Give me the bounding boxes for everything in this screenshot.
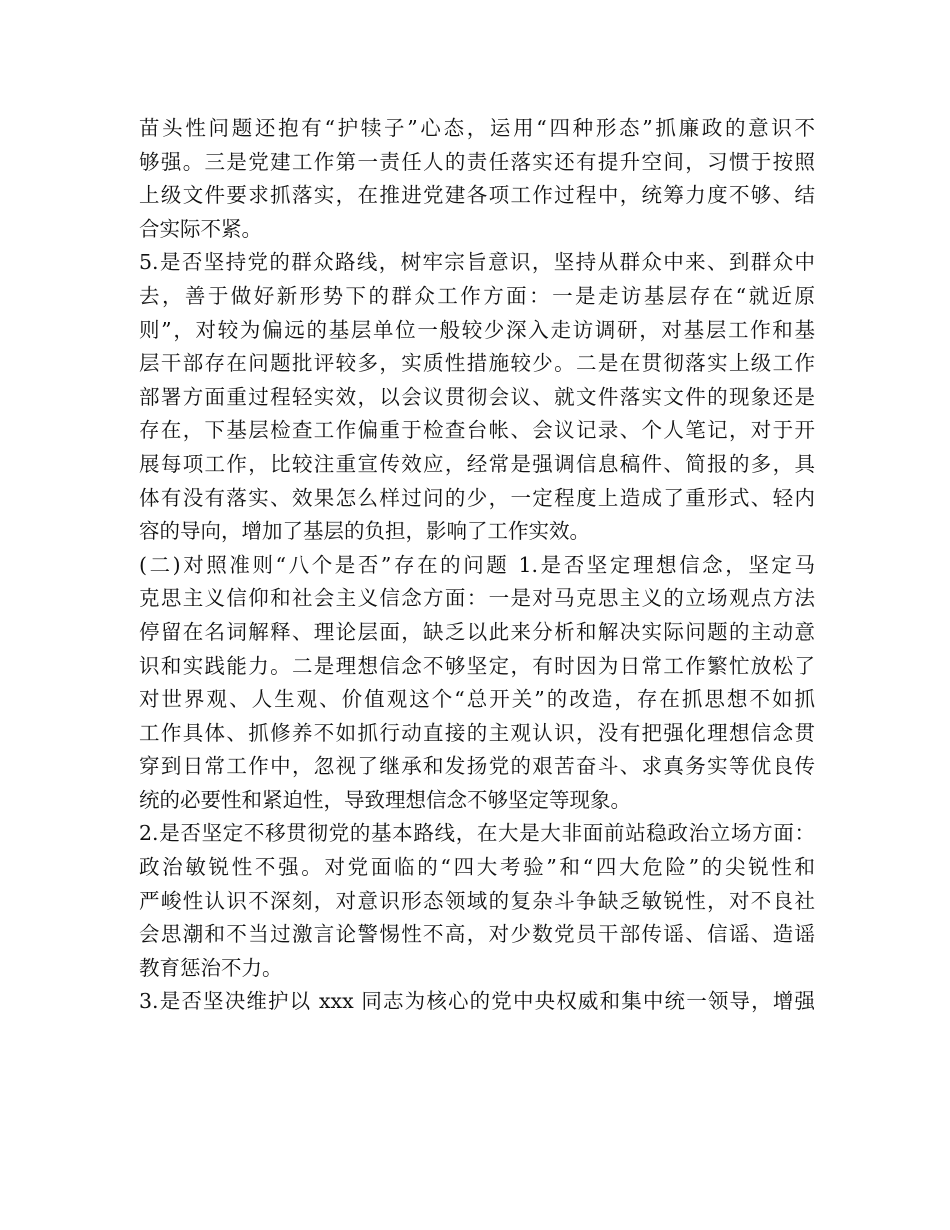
text-line: 工作具体、抓修养不如抓行动直接的主观认识，没有把强化理想信念贯: [139, 720, 815, 745]
text-line: 会思潮和不当过激言论警惕性不高，对少数党员干部传谣、信谣、造谣: [139, 922, 815, 947]
document-body: [139, 112, 815, 1019]
text-line: 够强。三是党建工作第一责任人的责任落实还有提升空间，习惯于按照: [139, 149, 815, 174]
text-line: 体有没有落实、效果怎么样过问的少，一定程度上造成了重形式、轻内: [139, 485, 815, 510]
text-line: 识和实践能力。二是理想信念不够坚定，有时因为日常工作繁忙放松了: [139, 653, 815, 678]
text-line: 教育惩治不力。: [139, 955, 283, 980]
text-line: 展每项工作，比较注重宣传效应，经常是强调信息稿件、简报的多，具: [139, 451, 815, 476]
text-line: 穿到日常工作中，忽视了继承和发扬党的艰苦奋斗、求真务实等优良传: [139, 754, 815, 779]
text-line: 容的导向，增加了基层的负担，影响了工作实效。: [139, 519, 590, 544]
text-line: 统的必要性和紧迫性，导致理想信念不够坚定等现象。: [139, 787, 631, 812]
text-line: 合实际不紧。: [139, 216, 262, 241]
text-line: 部署方面重过程轻实效，以会议贯彻会议、就文件落实文件的现象还是: [139, 384, 815, 409]
text-line: 克思主义信仰和社会主义信念方面：一是对马克思主义的立场观点方法: [139, 586, 815, 611]
text-line: 政治敏锐性不强。对党面临的“四大考验”和“四大危险”的尖锐性和: [139, 855, 815, 880]
text-line: 2.是否坚定不移贯彻党的基本路线，在大是大非面前站稳政治立场方面：: [139, 821, 815, 846]
text-line: 停留在名词解释、理论层面，缺乏以此来分析和解决实际问题的主动意: [139, 619, 815, 644]
text-line: 对世界观、人生观、价值观这个“总开关”的改造，存在抓思想不如抓: [139, 687, 815, 712]
text-line: 层干部存在问题批评较多，实质性措施较少。二是在贯彻落实上级工作: [139, 351, 815, 376]
text-line: 去，善于做好新形势下的群众工作方面：一是走访基层存在“就近原: [139, 283, 815, 308]
text-line: 上级文件要求抓落实，在推进党建各项工作过程中，统筹力度不够、结: [139, 183, 815, 208]
text-line: (二)对照准则“八个是否”存在的问题 1.是否坚定理想信念，坚定马: [139, 552, 815, 577]
text-line: 严峻性认识不深刻，对意识形态领域的复杂斗争缺乏敏锐性，对不良社: [139, 888, 815, 913]
text-line: 苗头性问题还抱有“护犊子”心态，运用“四种形态”抓廉政的意识不: [139, 116, 815, 140]
text-line: 则”，对较为偏远的基层单位一般较少深入走访调研，对基层工作和基: [139, 317, 815, 342]
text-line: 5.是否坚持党的群众路线，树牢宗旨意识，坚持从群众中来、到群众中: [139, 250, 815, 275]
text-line: 存在，下基层检查工作偏重于检查台帐、会议记录、个人笔记，对于开: [139, 418, 815, 443]
text-line: 3.是否坚决维护以 xxx 同志为核心的党中央权威和集中统一领导，增强: [139, 989, 815, 1014]
